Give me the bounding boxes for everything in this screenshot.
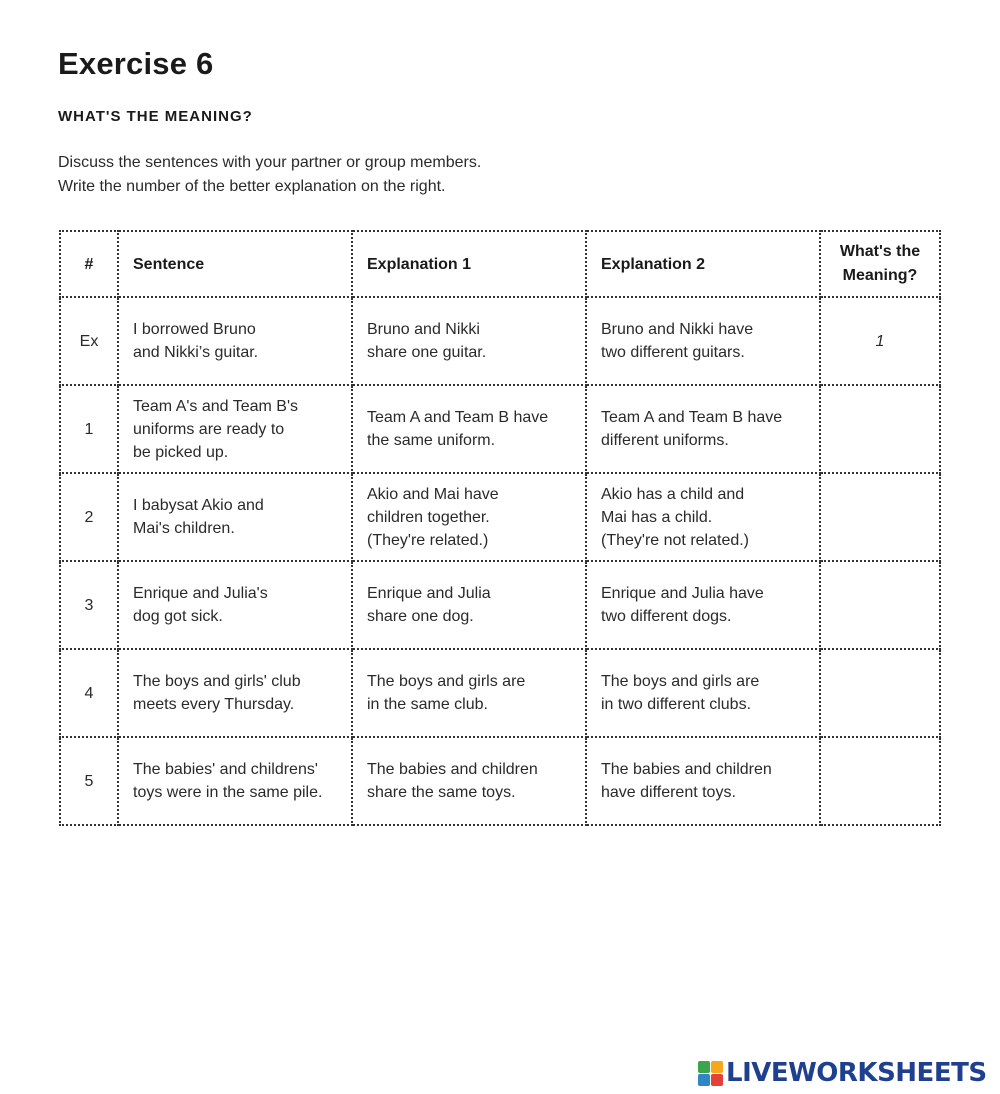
instruction-line: Discuss the sentences with your partner or group members. — [58, 154, 482, 171]
explanation-1-cell — [352, 649, 586, 737]
row-number: 1 — [60, 385, 118, 473]
explanation-2-cell — [586, 649, 820, 737]
logo-square — [698, 1074, 710, 1086]
table-row — [60, 473, 940, 561]
row-number: 2 — [60, 473, 118, 561]
explanation-2-cell — [586, 385, 820, 473]
exercise-subtitle: WHAT'S THE MEANING? — [58, 108, 253, 125]
cell-line: The babies' and childrens' — [133, 761, 318, 778]
table-row — [60, 737, 940, 825]
sentence-cell — [118, 737, 352, 825]
cell-line: in the same club. — [367, 696, 488, 713]
explanation-1-cell — [352, 561, 586, 649]
cell-line: I babysat Akio and — [133, 497, 264, 514]
cell-line: uniforms are ready to — [133, 420, 285, 438]
cell-line: Team A's and Team B's — [133, 397, 299, 415]
answer-cell[interactable] — [820, 649, 940, 737]
answer-cell[interactable] — [820, 561, 940, 649]
explanation-1-cell — [352, 473, 586, 561]
answer-cell[interactable] — [820, 473, 940, 561]
answer-cell[interactable]: 1 — [820, 297, 940, 385]
sentence-cell — [118, 385, 352, 473]
header-sentence: Sentence — [118, 231, 352, 297]
table-row — [60, 649, 940, 737]
cell-line: Akio and Mai have — [367, 485, 499, 503]
liveworksheets-logo — [698, 1058, 987, 1088]
cell-line: in two different clubs. — [601, 696, 752, 713]
table-row — [60, 297, 940, 385]
explanation-2-cell — [586, 297, 820, 385]
header-num: # — [60, 231, 118, 297]
cell-line: have different toys. — [601, 784, 736, 801]
cell-line: (They're not related.) — [601, 531, 750, 549]
cell-line: The boys and girls are — [601, 673, 760, 690]
cell-line: two different guitars. — [601, 344, 745, 361]
table-row — [60, 385, 940, 473]
exercise-title: Exercise 6 — [58, 46, 214, 81]
cell-line: and Nikki’s guitar. — [133, 344, 259, 361]
table-header-row — [60, 231, 940, 297]
exercise-table — [59, 230, 941, 826]
explanation-2-cell — [586, 473, 820, 561]
cell-line: toys were in the same pile. — [133, 784, 323, 801]
cell-line: The babies and children — [367, 761, 538, 778]
explanation-2-cell — [586, 561, 820, 649]
cell-line: The boys and girls' club — [133, 673, 301, 690]
sentence-cell — [118, 649, 352, 737]
explanation-1-cell — [352, 737, 586, 825]
sentence-cell — [118, 561, 352, 649]
row-number: 5 — [60, 737, 118, 825]
row-number: 3 — [60, 561, 118, 649]
cell-line: share the same toys. — [367, 784, 516, 801]
cell-line: Team A and Team B have — [367, 409, 549, 426]
cell-line: Bruno and Nikki — [367, 321, 480, 338]
cell-line: I borrowed Bruno — [133, 321, 256, 338]
header-meaning — [820, 231, 940, 297]
instructions — [58, 151, 481, 199]
table-row — [60, 561, 940, 649]
header-meaning-line: What's the — [839, 243, 921, 260]
header-explanation-1: Explanation 1 — [352, 231, 586, 297]
liveworksheets-logo-icon — [698, 1061, 723, 1086]
cell-line: be picked up. — [133, 443, 229, 461]
answer-cell[interactable] — [820, 385, 940, 473]
cell-line: Bruno and Nikki have — [601, 321, 754, 338]
instruction-line: Write the number of the better explanation on the right. — [58, 178, 446, 195]
cell-line: Mai has a child. — [601, 508, 713, 526]
cell-line: dog got sick. — [133, 608, 223, 625]
cell-line: Mai's children. — [133, 520, 235, 537]
explanation-1-cell — [352, 297, 586, 385]
header-meaning-line: Meaning? — [842, 267, 918, 284]
cell-line: children together. — [367, 508, 490, 526]
logo-square — [698, 1061, 710, 1073]
logo-square — [711, 1074, 723, 1086]
cell-line: Akio has a child and — [601, 485, 745, 503]
logo-text: LIVEWORKSHEETS — [726, 1058, 987, 1088]
cell-line: different uniforms. — [601, 432, 729, 449]
explanation-1-cell — [352, 385, 586, 473]
sentence-cell — [118, 297, 352, 385]
cell-line: (They're related.) — [367, 531, 489, 549]
row-number: Ex — [60, 297, 118, 385]
cell-line: Team A and Team B have — [601, 409, 783, 426]
logo-square — [711, 1061, 723, 1073]
cell-line: the same uniform. — [367, 432, 496, 449]
cell-line: meets every Thursday. — [133, 696, 295, 713]
cell-line: Enrique and Julia's — [133, 585, 268, 602]
row-number: 4 — [60, 649, 118, 737]
sentence-cell — [118, 473, 352, 561]
cell-line: The babies and children — [601, 761, 772, 778]
cell-line: two different dogs. — [601, 608, 732, 625]
cell-line: The boys and girls are — [367, 673, 526, 690]
cell-line: share one guitar. — [367, 344, 487, 361]
explanation-2-cell — [586, 737, 820, 825]
cell-line: Enrique and Julia — [367, 585, 491, 602]
answer-cell[interactable] — [820, 737, 940, 825]
cell-line: Enrique and Julia have — [601, 585, 764, 602]
header-explanation-2: Explanation 2 — [586, 231, 820, 297]
cell-line: share one dog. — [367, 608, 474, 625]
